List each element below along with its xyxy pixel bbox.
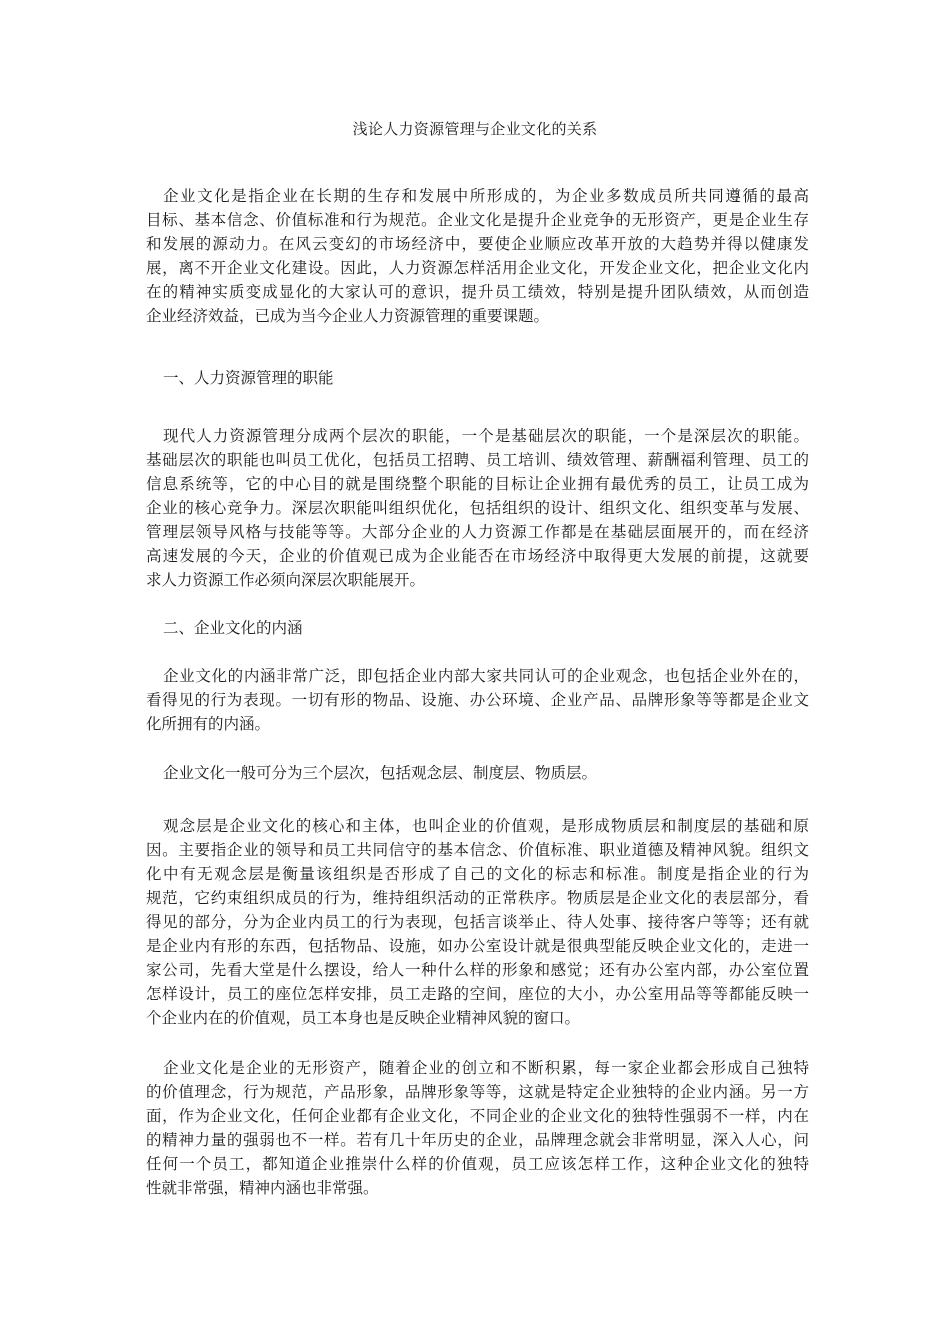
paragraph-line: 管理层领导风格与技能等等。大部分企业的人力资源工作都是在基础层面展开的，而在经济 bbox=[146, 523, 809, 541]
paragraph-line: 观念层是企业文化的核心和主体，也叫企业的价值观，是形成物质层和制度层的基础和原 bbox=[163, 817, 809, 835]
paragraph-line: 怎样设计，员工的座位怎样安排，员工走路的空间，座位的大小，办公室用品等等都能反映一 bbox=[146, 985, 809, 1003]
paragraph-line: 求人力资源工作必须向深层次职能展开。 bbox=[146, 571, 426, 589]
paragraph-line: 化所拥有的内涵。 bbox=[146, 715, 271, 733]
paragraph-line: 因。主要指企业的领导和员工共同信守的基本信念、价值标准、职业道德及精神风貌。组织文 bbox=[146, 841, 809, 859]
paragraph-line: 目标、基本信念、价值标准和行为规范。企业文化是提升企业竞争的无形资产，更是企业生存 bbox=[146, 211, 809, 229]
paragraph-line: 任何一个员工，都知道企业推崇什么样的价值观，员工应该怎样工作，这种企业文化的独特 bbox=[146, 1155, 809, 1173]
paragraph-intangible-asset bbox=[146, 1056, 809, 1200]
paragraph-line: 性就非常强，精神内涵也非常强。 bbox=[146, 1179, 379, 1197]
document-title: 浅论人力资源管理与企业文化的关系 bbox=[352, 120, 598, 138]
paragraph-line: 是企业内有形的东西，包括物品、设施，如办公室设计就是很典型能反映企业文化的，走进一 bbox=[146, 937, 809, 955]
paragraph-line: 高速发展的今天，企业的价值观已成为企业能否在市场经济中取得更大发展的前提，这就要 bbox=[146, 547, 809, 565]
paragraph-culture-connotation bbox=[146, 664, 809, 736]
paragraph-line: 在的精神实质变成显化的大家认可的意识，提升员工绩效，特别是提升团队绩效，从而创造 bbox=[146, 283, 809, 301]
paragraph-intro bbox=[146, 184, 809, 328]
paragraph-line: 现代人力资源管理分成两个层次的职能，一个是基础层次的职能，一个是深层次的职能。 bbox=[163, 427, 809, 445]
paragraph-line: 看得见的行为表现。一切有形的物品、设施、办公环境、企业产品、品牌形象等等都是企业文 bbox=[146, 691, 809, 709]
paragraph-line: 个企业内在的价值观，员工本身也是反映企业精神风貌的窗口。 bbox=[146, 1009, 581, 1027]
paragraph-concept-layer bbox=[146, 814, 809, 1030]
paragraph-hr-functions bbox=[146, 424, 809, 592]
paragraph-line: 和发展的源动力。在风云变幻的市场经济中，要使企业顺应改革开放的大趋势并得以健康发 bbox=[146, 235, 809, 253]
section-heading-culture-connotation: 二、企业文化的内涵 bbox=[163, 619, 303, 637]
paragraph-line: 的精神力量的强弱也不一样。若有几十年历史的企业，品牌理念就会非常明显，深入人心，问 bbox=[146, 1131, 809, 1149]
paragraph-line: 企业经济效益，已成为当今企业人力资源管理的重要课题。 bbox=[146, 307, 550, 325]
paragraph-line: 化中有无观念层是衡量该组织是否形成了自己的文化的标志和标准。制度是指企业的行为 bbox=[146, 865, 809, 883]
paragraph-line: 信息系统等，它的中心目的就是围绕整个职能的目标让企业拥有最优秀的员工，让员工成为 bbox=[146, 475, 809, 493]
paragraph-line: 面，作为企业文化，任何企业都有企业文化，不同企业的企业文化的独特性强弱不一样，内在 bbox=[146, 1107, 809, 1125]
section-heading-hr-functions: 一、人力资源管理的职能 bbox=[163, 369, 334, 387]
paragraph-line: 得见的部分，分为企业内员工的行为表现，包括言谈举止、待人处事、接待客户等等；还有就 bbox=[146, 913, 809, 931]
paragraph-line: 企业文化的内涵非常广泛，即包括企业内部大家共同认可的企业观念，也包括企业外在的， bbox=[163, 667, 809, 685]
paragraph-culture-layers bbox=[146, 761, 809, 785]
paragraph-line: 企业文化是企业的无形资产，随着企业的创立和不断积累，每一家企业都会形成自己独特 bbox=[163, 1059, 809, 1077]
paragraph-line: 的价值理念，行为规范，产品形象，品牌形象等等，这就是特定企业独特的企业内涵。另一方 bbox=[146, 1083, 809, 1101]
paragraph-line: 企业的核心竞争力。深层次职能叫组织优化，包括组织的设计、组织文化、组织变革与发展、 bbox=[146, 499, 809, 517]
paragraph-line: 家公司，先看大堂是什么摆设，给人一种什么样的形象和感觉；还有办公室内部，办公室位置 bbox=[146, 961, 809, 979]
paragraph-line: 规范，它约束组织成员的行为，维持组织活动的正常秩序。物质层是企业文化的表层部分，看 bbox=[146, 889, 809, 907]
paragraph-line: 展，离不开企业文化建设。因此，人力资源怎样活用企业文化，开发企业文化，把企业文化内 bbox=[146, 259, 809, 277]
paragraph-line: 企业文化是指企业在长期的生存和发展中所形成的，为企业多数成员所共同遵循的最高 bbox=[163, 187, 809, 205]
paragraph-line: 企业文化一般可分为三个层次，包括观念层、制度层、物质层。 bbox=[163, 764, 598, 782]
paragraph-line: 基础层次的职能也叫员工优化，包括员工招聘、员工培训、绩效管理、薪酬福利管理、员工的 bbox=[146, 451, 809, 469]
